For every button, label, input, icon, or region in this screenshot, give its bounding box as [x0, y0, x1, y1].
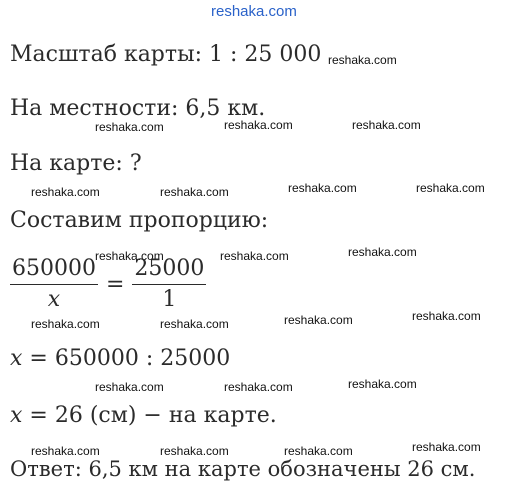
left-numerator: 650000 — [12, 256, 96, 281]
watermark: reshaka.com — [31, 185, 100, 199]
x-result: = 26 (см) − на карте. — [22, 403, 277, 428]
watermark: reshaka.com — [348, 377, 417, 391]
x-variable: x — [10, 346, 23, 371]
watermark: reshaka.com — [224, 380, 293, 394]
watermark: reshaka.com — [412, 309, 481, 323]
watermark: reshaka.com — [31, 317, 100, 331]
watermark: reshaka.com — [160, 185, 229, 199]
watermark: reshaka.com — [328, 53, 397, 67]
right-numerator: 25000 — [134, 256, 205, 281]
watermark: reshaka.com — [160, 444, 229, 458]
watermark: reshaka.com — [352, 118, 421, 132]
proportion-equation — [10, 258, 206, 311]
watermark: reshaka.com — [284, 444, 353, 458]
watermark: reshaka.com — [95, 120, 164, 134]
map-distance-line: На карте: ? — [10, 151, 142, 176]
terrain-distance-line: На местности: 6,5 км. — [10, 96, 266, 121]
watermark: reshaka.com — [224, 118, 293, 132]
watermark: reshaka.com — [416, 181, 485, 195]
watermark: reshaka.com — [284, 313, 353, 327]
watermark: reshaka.com — [95, 249, 164, 263]
watermark: reshaka.com — [412, 440, 481, 454]
watermark: reshaka.com — [348, 245, 417, 259]
watermark: reshaka.com — [31, 444, 100, 458]
left-denominator: x — [47, 287, 61, 312]
x-expression: = 650000 : 25000 — [22, 346, 231, 371]
x-result-line — [10, 405, 277, 427]
right-denominator: 1 — [162, 287, 177, 312]
left-fraction — [10, 258, 98, 311]
right-fraction — [132, 258, 206, 311]
watermark: reshaka.com — [220, 249, 289, 263]
x-expression-line — [10, 348, 230, 370]
answer-line: Ответ: 6,5 км на карте обозначены 26 см. — [10, 457, 476, 481]
equals-sign: = — [105, 272, 125, 297]
watermark-top: reshaka.com — [211, 3, 297, 20]
watermark: reshaka.com — [160, 317, 229, 331]
proportion-heading: Составим пропорцию: — [10, 208, 269, 233]
watermark: reshaka.com — [288, 181, 357, 195]
scale-line: Масштаб карты: 1 : 25 000 — [10, 42, 322, 67]
watermark: reshaka.com — [95, 380, 164, 394]
x-variable: x — [10, 403, 23, 428]
